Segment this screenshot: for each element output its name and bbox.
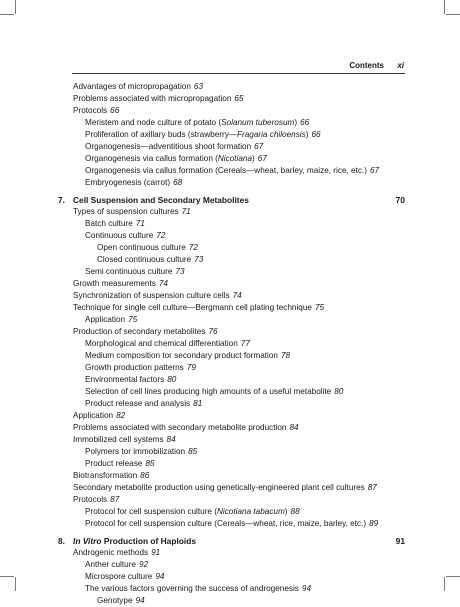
- entry-page-number: 85: [145, 459, 155, 468]
- entry-page-number: 72: [156, 231, 166, 240]
- chapter-title: [73, 194, 249, 206]
- toc-entry: [58, 559, 405, 571]
- entry-text: Application: [73, 411, 114, 420]
- chapter-title-part: In Vitro: [73, 536, 102, 546]
- entry-text: [85, 507, 288, 516]
- chapter-title: [73, 535, 196, 547]
- entry-page-number: 78: [280, 351, 291, 360]
- entry-text: Closed continuous culture: [97, 255, 192, 264]
- entry-page-number: 75: [314, 303, 325, 312]
- chapter-title-part: Cell Suspension and Secondary Metabolites: [73, 195, 249, 205]
- entry-text: Polymers tor immobilization: [85, 447, 186, 456]
- table-of-contents: [58, 81, 405, 607]
- entry-text: Secondary metabolite production using genetically-engineered plant cell cultures: [73, 483, 365, 492]
- chapter-title-part: Production of Haploids: [101, 536, 196, 546]
- entry-text-part: Nicotiana: [217, 154, 253, 163]
- entry-text: The various factors governing the success of androgenesis: [85, 584, 299, 593]
- toc-entry: [58, 518, 405, 530]
- entry-text: Growth measurements: [73, 279, 156, 288]
- entry-text: Open continuous culture: [97, 243, 186, 252]
- entry-text: Environmental factors: [85, 375, 165, 384]
- entry-page-number: 67: [257, 154, 267, 163]
- header-title: Contents: [349, 61, 384, 70]
- entry-text: Anther culture: [85, 560, 136, 569]
- toc-entry: [58, 129, 405, 141]
- toc-entry: [58, 595, 405, 607]
- entry-page-number: 84: [289, 423, 299, 432]
- entry-page-number: 77: [240, 339, 250, 348]
- entry-page-number: 84: [166, 435, 176, 444]
- entry-text-part: Solanum tuberosum: [221, 118, 295, 127]
- entry-text: Selection of cell lines producing high amounts of a useful metabolite: [85, 387, 332, 396]
- entry-text: Growth production patterns: [85, 363, 184, 372]
- entry-text: Embryogenesis (carrot): [85, 178, 171, 187]
- toc-entry: [58, 470, 405, 482]
- toc-entry: [58, 494, 405, 506]
- toc-entry: [58, 117, 405, 129]
- toc-entry: [58, 410, 405, 422]
- entry-text: Continuous culture: [85, 231, 154, 240]
- toc-entry: [58, 446, 405, 458]
- entry-text: Types of suspension cultures: [73, 207, 179, 216]
- toc-entry: [58, 206, 405, 218]
- toc-entry: [58, 506, 405, 518]
- entry-page-number: 81: [193, 399, 203, 408]
- crop-mark-bottom-right: [444, 577, 445, 591]
- toc-entry: [58, 547, 405, 559]
- header-page-number: xi: [397, 61, 404, 70]
- entry-text: Protocol for cell suspension culture (Cereals—wheat, rice, maize, barley, etc.): [85, 519, 367, 528]
- entry-text: Product release and analysis: [85, 399, 191, 408]
- entry-text: Biotransformation: [73, 471, 138, 480]
- entry-page-number: 72: [188, 243, 198, 252]
- toc-entry: [58, 482, 405, 494]
- crop-mark-bottom-left-h: [0, 576, 14, 577]
- entry-text: [85, 130, 308, 139]
- entry-text: Synchronization of suspension culture cells: [73, 291, 230, 300]
- entry-text-part: ): [294, 118, 298, 127]
- toc-entry: [58, 153, 405, 165]
- toc-entry: [58, 583, 405, 595]
- toc-entry: [58, 422, 405, 434]
- toc-entry: [58, 230, 405, 242]
- entry-page-number: 89: [369, 519, 379, 528]
- entry-page-number: 87: [110, 495, 120, 504]
- entry-page-number: 91: [151, 548, 161, 557]
- entry-text-part: Fragaria chiloensis: [236, 130, 306, 139]
- toc-entry: [58, 105, 405, 117]
- entry-page-number: 71: [135, 219, 145, 228]
- entry-page-number: 86: [140, 471, 150, 480]
- entry-page-number: 87: [367, 483, 377, 492]
- toc-entry: [58, 571, 405, 583]
- entry-page-number: 82: [116, 411, 126, 420]
- toc-entry: [58, 350, 405, 362]
- toc-entry: [58, 302, 405, 314]
- entry-text: Problems associated with micropropagation: [73, 94, 232, 103]
- crop-mark-top-left-h: [0, 14, 14, 15]
- entry-text: Microspore culture: [85, 572, 153, 581]
- crop-mark-top-left: [15, 0, 16, 14]
- entry-text-part: Organogenesis via callus formation (: [85, 154, 218, 163]
- entry-page-number: 92: [138, 560, 149, 569]
- entry-text-part: ): [305, 130, 309, 139]
- entry-text: Product release: [85, 459, 143, 468]
- entry-text-part: Nicotiana tabacum: [216, 507, 285, 516]
- toc-entry: [58, 386, 405, 398]
- entry-page-number: 66: [311, 130, 321, 139]
- toc-entry: [58, 326, 405, 338]
- toc-chapter: [58, 194, 405, 206]
- crop-mark-top-right-h: [446, 14, 460, 15]
- entry-page-number: 94: [135, 596, 145, 605]
- entry-text: Protocols: [73, 495, 108, 504]
- entry-page-number: 73: [194, 255, 204, 264]
- toc-entry: [58, 290, 405, 302]
- toc-entry: [58, 93, 405, 105]
- entry-page-number: 80: [167, 375, 177, 384]
- toc-entry: [58, 177, 405, 189]
- crop-mark-bottom-right-h: [446, 576, 460, 577]
- entry-text: Immobilized cell systems: [73, 435, 164, 444]
- entry-page-number: 66: [300, 118, 310, 127]
- entry-page-number: 66: [110, 106, 120, 115]
- entry-text: Production of secondary metabolites: [73, 327, 206, 336]
- entry-text: Androgenic methods: [73, 548, 149, 557]
- entry-text-part: ): [284, 507, 288, 516]
- toc-entry: [58, 434, 405, 446]
- toc-chapter: [58, 535, 405, 547]
- toc-entry: [58, 266, 405, 278]
- toc-entry: [58, 242, 405, 254]
- entry-page-number: 79: [186, 363, 196, 372]
- crop-mark-bottom-left: [15, 577, 16, 591]
- entry-text-part: ): [252, 154, 255, 163]
- toc-entry: [58, 338, 405, 350]
- crop-mark-top-right: [444, 0, 445, 14]
- entry-page-number: 74: [232, 291, 242, 300]
- entry-page-number: 94: [155, 572, 165, 581]
- entry-page-number: 74: [158, 279, 168, 288]
- entry-text-part: Meristem and node culture of potato (: [85, 118, 222, 127]
- toc-entry: [58, 254, 405, 266]
- entry-page-number: 75: [128, 315, 138, 324]
- entry-page-number: 68: [173, 178, 183, 187]
- entry-page-number: 76: [208, 327, 218, 336]
- toc-entry: [58, 374, 405, 386]
- entry-page-number: 65: [234, 94, 244, 103]
- entry-text: Problems associated with secondary metabolite production: [73, 423, 287, 432]
- entry-text-part: Proliferation of axillary buds (strawberry—: [85, 130, 237, 139]
- chapter-number: 7.: [58, 195, 65, 205]
- chapter-number: 8.: [58, 536, 65, 546]
- entry-text: Morphological and chemical differentiation: [85, 339, 238, 348]
- entry-page-number: 71: [181, 207, 191, 216]
- entry-page-number: 67: [369, 166, 380, 175]
- chapter-page-number: 91: [395, 536, 405, 546]
- entry-page-number: 67: [254, 142, 264, 151]
- entry-page-number: 94: [301, 584, 312, 593]
- toc-entry: [58, 218, 405, 230]
- toc-entry: [58, 81, 405, 93]
- toc-entry: [58, 458, 405, 470]
- entry-page-number: 88: [290, 507, 300, 516]
- entry-text: Organogenesis via callus formation (Cereals—wheat, barley, maize, rice, etc.): [85, 166, 367, 175]
- entry-text: Advantages of micropropagation: [73, 82, 191, 91]
- entry-text: [85, 118, 297, 127]
- header-rule: [72, 73, 405, 74]
- toc-entry: [58, 278, 405, 290]
- toc-entry: [58, 314, 405, 326]
- entry-text: Batch culture: [85, 219, 133, 228]
- entry-text: Medium composition tor secondary product formation: [85, 351, 278, 360]
- toc-entry: [58, 362, 405, 374]
- toc-entry: [58, 141, 405, 153]
- entry-text-part: Protocol for cell suspension culture (: [85, 507, 217, 516]
- toc-entry: [58, 165, 405, 177]
- chapter-page-number: 70: [395, 195, 405, 205]
- entry-text: Genotype: [97, 596, 133, 605]
- entry-text: Technique for single cell culture—Bergmann cell plating technique: [73, 303, 312, 312]
- entry-text: Application: [85, 315, 126, 324]
- entry-page-number: 63: [193, 82, 203, 91]
- entry-text: Protocols: [73, 106, 108, 115]
- entry-page-number: 85: [188, 447, 198, 456]
- entry-page-number: 73: [175, 267, 185, 276]
- entry-text: Semi continuous culture: [85, 267, 173, 276]
- entry-text: Organogenesis—adventitious shoot formation: [85, 142, 252, 151]
- toc-entry: [58, 398, 405, 410]
- entry-page-number: 80: [334, 387, 344, 396]
- entry-text: [85, 154, 255, 163]
